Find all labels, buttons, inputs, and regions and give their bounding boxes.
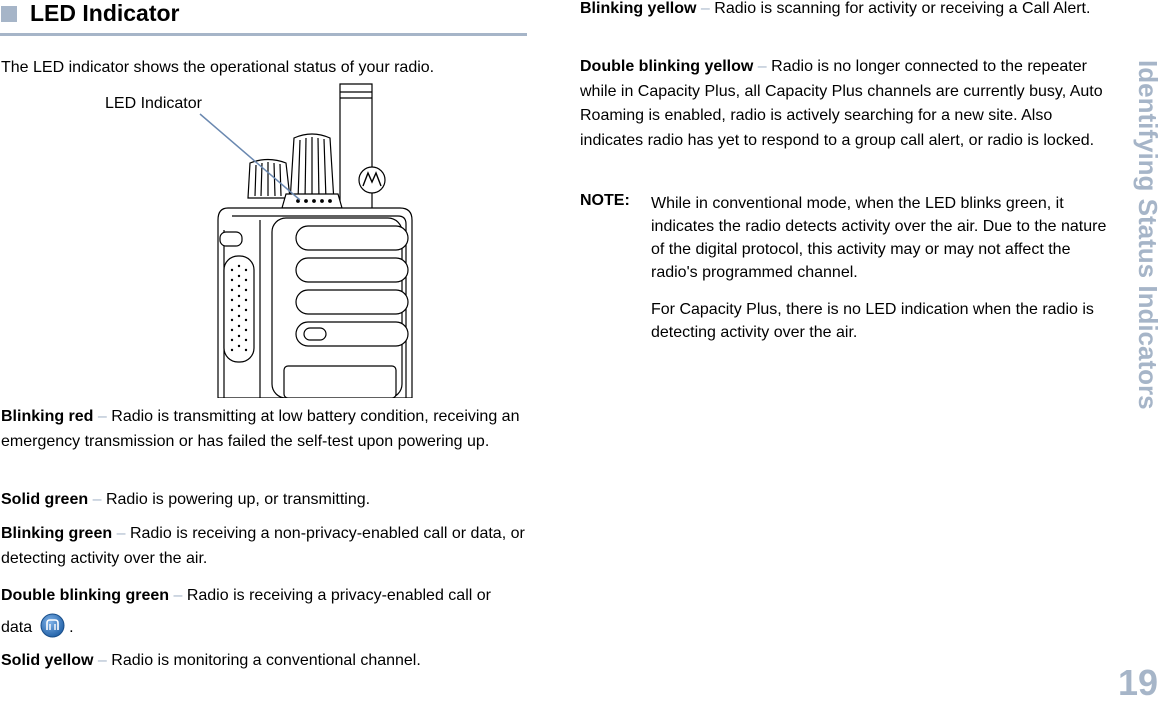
chapter-side-title: Identifying Status Indicators bbox=[1133, 60, 1163, 410]
status-description: Radio is scanning for activity or receiving a Call Alert. bbox=[714, 0, 1091, 17]
status-description: Radio is transmitting at low battery condition, receiving an emergency transmission or has failed the self-test upon powering up. bbox=[1, 408, 520, 450]
separator: – bbox=[700, 0, 710, 17]
status-term: Blinking red bbox=[1, 408, 94, 425]
status-description: Radio is no longer connected to the repeater while in Capacity Plus, all Capacity Plus channels are currently busy, Auto Roaming is enabled, radio is actively searching for a new site. Also indicates radio has yet to respond to a group call alert, or radio is locked. bbox=[580, 58, 1103, 149]
intro-text: The LED indicator shows the operational status of your radio. bbox=[1, 59, 435, 76]
title-rule bbox=[0, 33, 527, 36]
status-term: Solid green bbox=[1, 491, 89, 508]
page-number: 19 bbox=[1118, 662, 1159, 703]
separator: – bbox=[757, 58, 767, 75]
led-callout-label: LED Indicator bbox=[105, 95, 202, 112]
radio-illustration bbox=[100, 80, 430, 398]
separator: – bbox=[97, 408, 107, 425]
note-paragraph: While in conventional mode, when the LED blinks green, it indicates the radio detects activity over the air. Due to the nature of the digital protocol, this activity may or may not affect the radio's programmed channel. bbox=[651, 195, 1107, 281]
heading-square-icon bbox=[1, 6, 17, 22]
status-entry-blinking-red bbox=[1, 405, 526, 454]
status-description: Radio is receiving a privacy-enabled call or data bbox=[1, 587, 491, 636]
status-entry-double-blinking-yellow bbox=[580, 55, 1110, 153]
separator: – bbox=[116, 525, 126, 542]
privacy-data-icon bbox=[40, 613, 65, 638]
radio-figure bbox=[100, 80, 430, 398]
status-entry-blinking-green bbox=[1, 522, 526, 571]
note-paragraph: For Capacity Plus, there is no LED indication when the radio is detecting activity over the air. bbox=[651, 301, 1094, 341]
section-title: LED Indicator bbox=[30, 0, 180, 26]
separator: – bbox=[173, 587, 183, 604]
separator: – bbox=[92, 491, 102, 508]
status-description: Radio is monitoring a conventional channel. bbox=[111, 652, 421, 669]
status-entry-blinking-yellow bbox=[580, 0, 1100, 22]
note-body bbox=[651, 192, 1121, 358]
separator: – bbox=[97, 652, 107, 669]
status-description: Radio is powering up, or transmitting. bbox=[105, 491, 371, 508]
status-term: Blinking green bbox=[1, 525, 113, 542]
status-entry-solid-green bbox=[1, 488, 526, 513]
status-entry-double-blinking-green bbox=[1, 580, 526, 644]
status-entry-solid-yellow bbox=[1, 649, 526, 674]
status-term: Double blinking yellow bbox=[580, 58, 754, 75]
status-term: Blinking yellow bbox=[580, 0, 697, 17]
trailing-period: . bbox=[69, 619, 74, 636]
status-description: Radio is receiving a non-privacy-enabled call or data, or detecting activity over the air. bbox=[1, 525, 525, 567]
note-label: NOTE: bbox=[580, 192, 630, 209]
status-term: Solid yellow bbox=[1, 652, 94, 669]
status-term: Double blinking green bbox=[1, 587, 170, 604]
